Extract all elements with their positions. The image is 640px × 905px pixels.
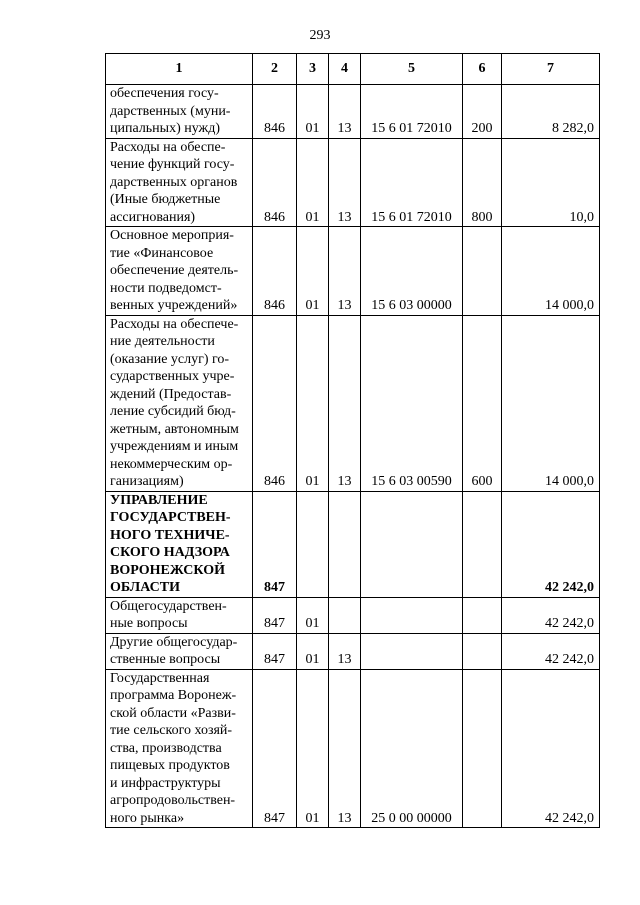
row-name-line: НОГО ТЕХНИЧЕ- [110,527,230,543]
table-row [106,669,600,828]
row-name-line: сударственных учре- [110,369,235,384]
row-name-line: (Иные бюджетные [110,192,221,207]
column-header: 5 [361,54,463,85]
column-header: 2 [253,54,297,85]
code-target-article-cell: 15 6 03 00000 [361,227,463,316]
column-header: 4 [329,54,361,85]
code-main-admin-cell: 846 [253,138,297,227]
code-target-article-cell [361,633,463,669]
row-name [106,138,253,227]
code-subsection-cell: 13 [329,138,361,227]
table-row [106,138,600,227]
code-expense-type-cell [463,597,502,633]
code-section-cell: 01 [297,138,329,227]
code-section-cell: 01 [297,669,329,828]
row-name-line: ской области «Разви- [110,705,236,721]
column-header: 6 [463,54,502,85]
column-header: 3 [297,54,329,85]
row-name [106,85,253,139]
row-name-line: СКОГО НАДЗОРА [110,545,230,560]
row-name-line: ного рынка» [110,810,185,826]
code-subsection-cell [329,491,361,597]
table-row [106,227,600,316]
amount-cell: 8 282,0 [502,85,600,139]
code-expense-type-cell [463,491,502,597]
row-name-line: тие «Финансовое [110,245,214,261]
row-name-line: обеспечение деятель- [110,263,239,278]
code-main-admin-cell: 846 [253,85,297,139]
header-row [106,54,600,85]
row-name-line: обеспечения госу- [110,86,219,101]
code-main-admin-cell: 846 [253,315,297,491]
code-target-article-cell: 15 6 01 72010 [361,138,463,227]
row-name-line: ассигнования) [110,209,196,225]
column-header: 1 [106,54,253,85]
code-subsection-cell: 13 [329,85,361,139]
row-name-line: Расходы на обеспе- [110,139,226,155]
code-section-cell: 01 [297,633,329,669]
row-name-line: (оказание услуг) го- [110,351,230,367]
row-name-line: Расходы на обеспече- [110,316,239,332]
table-row [106,597,600,633]
row-name-line: ОБЛАСТИ [110,580,180,595]
row-name-line: дарственных (муни- [110,103,231,119]
row-name-line: учреждениям и иным [110,439,239,454]
row-name-line: Другие общегосудар- [110,634,238,650]
amount-cell: 14 000,0 [502,227,600,316]
row-name-line: некоммерческим ор- [110,456,233,472]
code-target-article-cell: 15 6 03 00590 [361,315,463,491]
table-row [106,315,600,491]
row-name-line: агропродовольствен- [110,793,236,808]
page-number: 293 [309,28,331,43]
code-subsection-cell [329,597,361,633]
code-target-article-cell: 15 6 01 72010 [361,85,463,139]
code-expense-type-cell [463,633,502,669]
row-name-line: жетным, автономным [110,421,239,437]
row-name [106,597,253,633]
row-name-line: ные вопросы [110,616,188,631]
amount-cell: 42 242,0 [502,669,600,828]
code-target-article-cell [361,597,463,633]
code-section-cell: 01 [297,315,329,491]
code-subsection-cell: 13 [329,227,361,316]
code-target-article-cell: 25 0 00 00000 [361,669,463,828]
row-name [106,669,253,828]
code-main-admin-cell: 847 [253,633,297,669]
amount-cell: 14 000,0 [502,315,600,491]
row-name-line: тие сельского хозяй- [110,723,233,738]
code-main-admin-cell: 847 [253,597,297,633]
row-name-line: венных учреждений» [110,298,238,313]
code-section-cell [297,491,329,597]
code-expense-type-cell [463,227,502,316]
column-header: 7 [502,54,600,85]
amount-cell: 42 242,0 [502,491,600,597]
code-subsection-cell: 13 [329,315,361,491]
code-expense-type-cell: 800 [463,138,502,227]
row-name-line: ности подведомст- [110,280,222,296]
row-name-line: ципальных) нужд) [110,121,221,136]
table-row [106,633,600,669]
code-main-admin-cell: 846 [253,227,297,316]
row-name-line: дарственных органов [110,174,238,190]
table-row [106,85,600,139]
row-name-line: ние деятельности [110,334,215,349]
code-subsection-cell: 13 [329,633,361,669]
row-name [106,633,253,669]
row-name-line: пищевых продуктов [110,758,230,773]
row-name [106,315,253,491]
code-subsection-cell: 13 [329,669,361,828]
row-name-line: ВОРОНЕЖСКОЙ [110,562,226,578]
amount-cell: 10,0 [502,138,600,227]
row-name-line: ГОСУДАРСТВЕН- [110,510,231,525]
code-expense-type-cell: 200 [463,85,502,139]
code-expense-type-cell [463,669,502,828]
row-name-line: программа Воронеж- [110,688,237,703]
row-name-line: Общегосударствен- [110,598,227,614]
code-section-cell: 01 [297,85,329,139]
row-name-line: и инфраструктуры [110,775,221,791]
amount-cell: 42 242,0 [502,633,600,669]
code-main-admin-cell: 847 [253,491,297,597]
code-expense-type-cell: 600 [463,315,502,491]
row-name-line: чение функций госу- [110,157,235,172]
row-name [106,491,253,597]
table-row [106,491,600,597]
row-name-line: ждений (Предостав- [110,386,232,402]
row-name-line: ства, производства [110,740,222,756]
amount-cell: 42 242,0 [502,597,600,633]
budget-table [105,53,600,828]
row-name-line: ление субсидий бюд- [110,404,236,419]
row-name-line: ганизациям) [110,474,184,489]
code-target-article-cell [361,491,463,597]
code-section-cell: 01 [297,227,329,316]
row-name-line: Основное мероприя- [110,228,234,243]
row-name-line: Государственная [110,670,210,686]
row-name-line: УПРАВЛЕНИЕ [110,492,208,508]
row-name-line: ственные вопросы [110,652,221,667]
row-name [106,227,253,316]
code-section-cell: 01 [297,597,329,633]
code-main-admin-cell: 847 [253,669,297,828]
